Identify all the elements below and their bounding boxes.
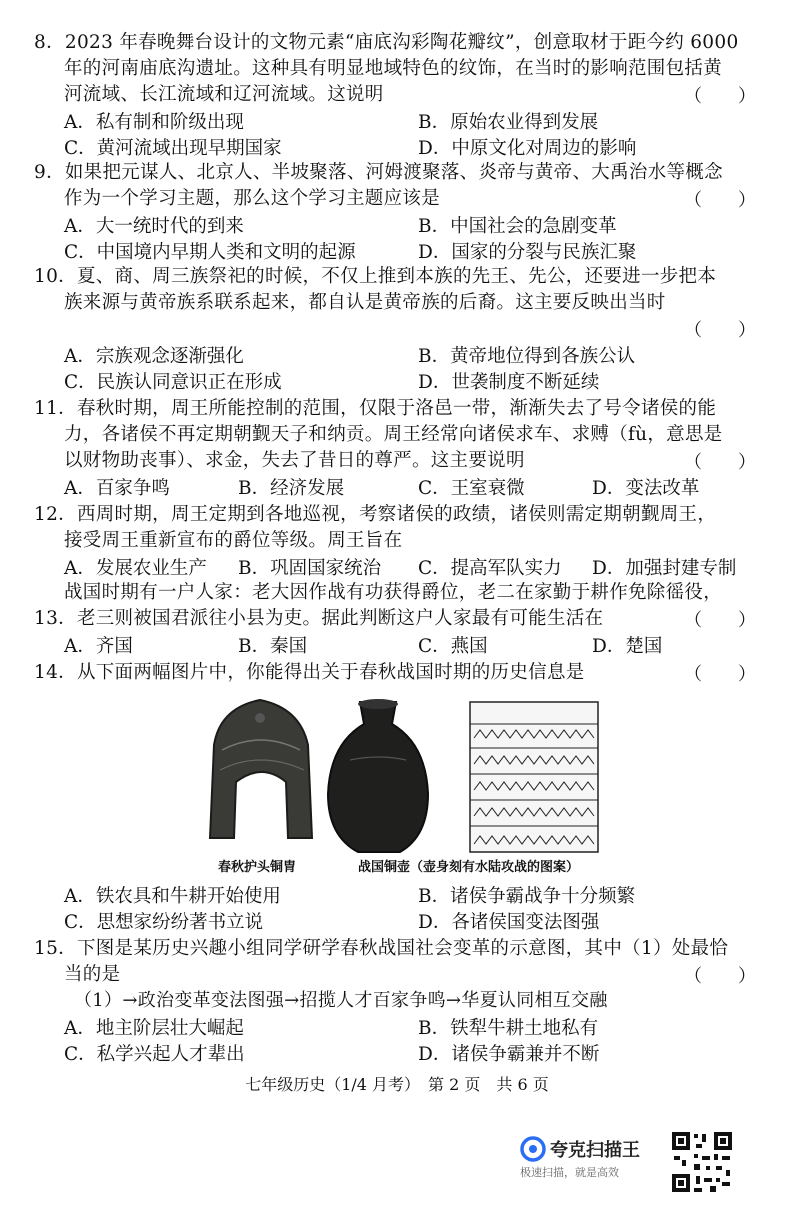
option-d: D．加强封建专制: [592, 558, 737, 579]
question-line: 11．春秋时期，周王所能控制的范围，仅限于洛邑一带，渐渐失去了号令诸侯的能: [34, 398, 717, 419]
option-c: C．中国境内早期人类和文明的起源: [64, 242, 356, 263]
question-line: 族来源与黄帝族系联系起来，都自认是黄帝族的后裔。这主要反映出当时: [64, 292, 666, 313]
option-c: C．思想家纷纷著书立说: [64, 912, 264, 933]
option-c: C．王室衰微: [418, 478, 525, 499]
option-d: D．变法改革: [592, 478, 700, 499]
question-line: 14．从下面两幅图片中，你能得出关于春秋战国时期的历史信息是: [34, 662, 585, 683]
question-line: 战国时期有一户人家：老大因作战有功获得爵位，老二在家勤于耕作免除徭役，: [64, 582, 723, 603]
option-d: D．国家的分裂与民族汇聚: [418, 242, 637, 263]
answer-blank: （ ）: [684, 664, 756, 685]
question-line: 9．如果把元谋人、北京人、半坡聚落、河姆渡聚落、炎帝与黄帝、大禹治水等概念: [34, 162, 723, 183]
question-line: 以财物助丧事）、求金，失去了昔日的尊严。这主要说明: [64, 450, 525, 471]
artifact-figures: [200, 690, 620, 880]
question-line: 当的是: [64, 964, 121, 985]
flow-diagram-text: （1）→政治变革变法图强→招揽人才百家争鸣→华夏认同相互交融: [74, 990, 608, 1011]
option-d: D．世袭制度不断延续: [418, 372, 600, 393]
option-a: A．宗族观念逐渐强化: [64, 346, 244, 367]
answer-blank: （ ）: [684, 320, 756, 341]
question-line: 力，各诸侯不再定期朝觐天子和纳贡。周王经常向诸侯求车、求赙（fù，意思是: [64, 424, 723, 445]
question-line: 年的河南庙底沟遗址。这种具有明显地域特色的纹饰，在当时的影响范围包括黄: [64, 58, 723, 79]
option-b: B．诸侯争霸战争十分频繁: [418, 886, 636, 907]
option-a: A．百家争鸣: [64, 478, 170, 499]
answer-blank: （ ）: [684, 86, 756, 107]
option-c: C．民族认同意识正在形成: [64, 372, 282, 393]
option-d: D．中原文化对周边的影响: [418, 138, 637, 159]
question-line: 10．夏、商、周三族祭祀的时候，不仅上推到本族的先王、先公，还要进一步把本: [34, 266, 717, 287]
brand-slogan: 极速扫描，就是高效: [520, 1166, 619, 1179]
option-b: B．铁犁牛耕土地私有: [418, 1018, 599, 1039]
option-a: A．大一统时代的到来: [64, 216, 244, 237]
scanner-logo-icon: [520, 1136, 546, 1162]
option-a: A．发展农业生产: [64, 558, 207, 579]
question-line: 8．2023 年春晚舞台设计的文物元素“庙底沟彩陶花瓣纹”，创意取材于距今约 6000: [34, 32, 739, 53]
caption-jar: 战国铜壶（壶身刻有水陆攻战的图案）: [358, 860, 580, 875]
question-line: 15．下图是某历史兴趣小组同学研学春秋战国社会变革的示意图，其中（1）处最恰: [34, 938, 729, 959]
question-line: 13．老三则被国君派往小县为吏。据此判断这户人家最有可能生活在: [34, 608, 604, 629]
option-b: B．巩固国家统治: [238, 558, 382, 579]
answer-blank: （ ）: [684, 610, 756, 631]
bronze-helmet-image: [210, 700, 312, 838]
option-c: C．燕国: [418, 636, 488, 657]
option-b: B．黄帝地位得到各族公认: [418, 346, 636, 367]
bronze-jar-image: [328, 699, 428, 852]
option-d: D．楚国: [592, 636, 663, 657]
option-b: B．中国社会的急剧变革: [418, 216, 617, 237]
caption-helmet: 春秋护头铜胄: [218, 860, 297, 875]
option-a: A．铁农具和牛耕开始使用: [64, 886, 281, 907]
page-footer: 七年级历史（1/4 月考） 第 2 页 共 6 页: [245, 1075, 549, 1094]
answer-blank: （ ）: [684, 966, 756, 987]
option-c: C．提高军队实力: [418, 558, 562, 579]
option-a: A．齐国: [64, 636, 133, 657]
option-c: C．私学兴起人才辈出: [64, 1044, 245, 1065]
scanner-brand: [520, 1132, 670, 1179]
option-c: C．黄河流域出现早期国家: [64, 138, 282, 159]
option-d: D．各诸侯国变法图强: [418, 912, 600, 933]
question-line: 12．西周时期，周王定期到各地巡视，考察诸侯的政绩，诸侯则需定期朝觐周王，: [34, 504, 717, 525]
option-b: B．秦国: [238, 636, 308, 657]
option-a: A．私有制和阶级出现: [64, 112, 244, 133]
answer-blank: （ ）: [684, 190, 756, 211]
question-line: 河流域、长江流域和辽河流域。这说明: [64, 84, 384, 105]
option-b: B．原始农业得到发展: [418, 112, 599, 133]
option-a: A．地主阶层壮大崛起: [64, 1018, 244, 1039]
question-line: 接受周王重新宣布的爵位等级。周王旨在: [64, 530, 403, 551]
option-b: B．经济发展: [238, 478, 345, 499]
artifact-images: [200, 690, 620, 880]
option-d: D．诸侯争霸兼并不断: [418, 1044, 600, 1065]
question-line: 作为一个学习主题，那么这个学习主题应该是: [64, 188, 441, 209]
jar-engraving-drawing: [470, 702, 598, 852]
brand-name: 夸克扫描王: [550, 1140, 640, 1161]
answer-blank: （ ）: [684, 452, 756, 473]
qr-code-icon: [670, 1130, 734, 1194]
